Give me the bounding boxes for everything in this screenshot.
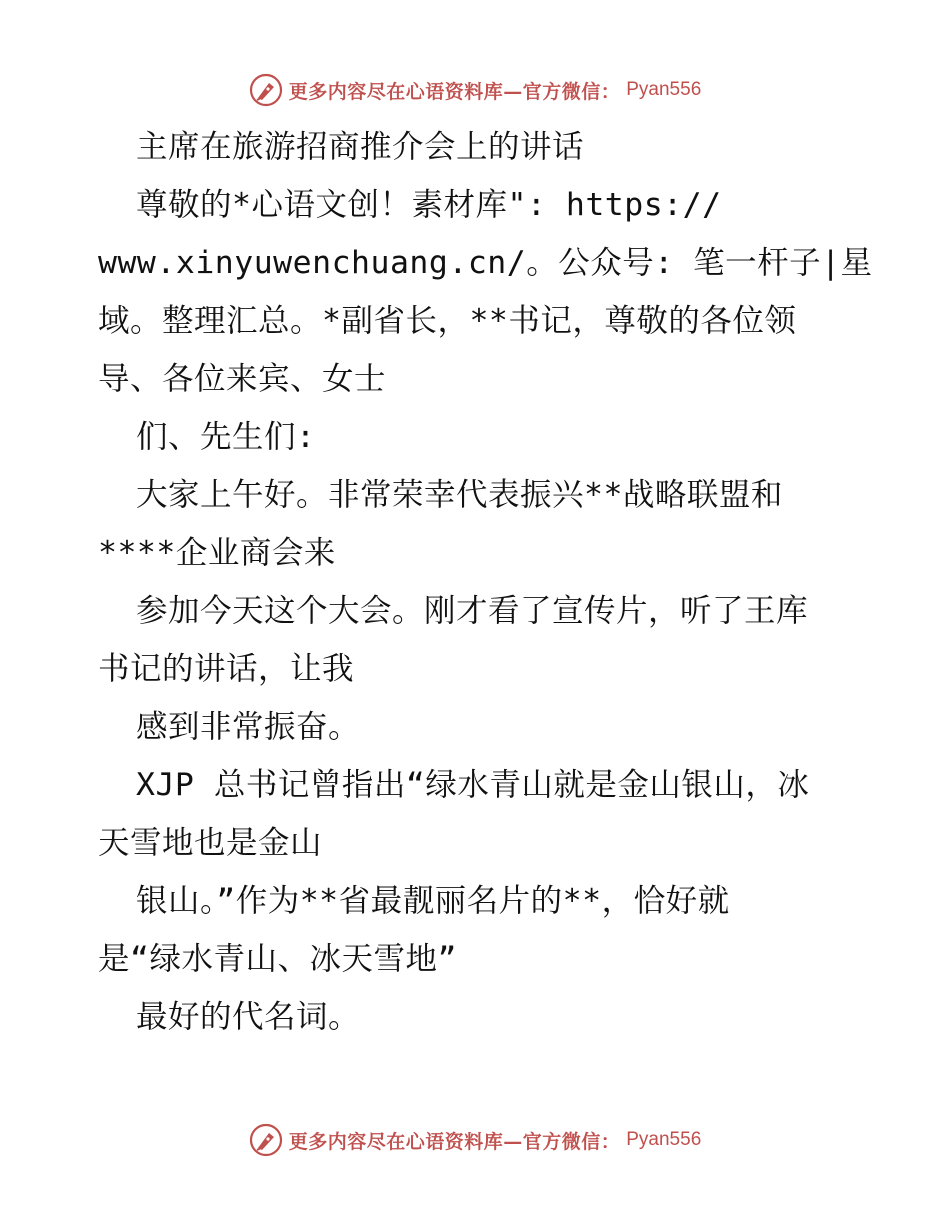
pen-nib-logo-icon	[249, 1123, 283, 1157]
paragraph-line: 们、先生们:	[136, 419, 316, 455]
paragraph-line: 书记的讲话，让我	[98, 651, 355, 687]
banner-text: 更多内容尽在心语资料库—官方微信：	[288, 1130, 621, 1153]
document-title: 主席在旅游招商推介会上的讲话	[136, 129, 585, 165]
paragraph-line: 是“绿水青山、冰天雪地”	[98, 941, 457, 977]
paragraph-line: 参加今天这个大会。刚才看了宣传片，听了王库	[136, 593, 809, 629]
paragraph-line: 导、各位来宾、女士	[98, 361, 387, 397]
paragraph-line: 天雪地也是金山	[98, 825, 323, 861]
wechat-handle: Pyan556	[626, 79, 702, 100]
paragraph-line: 大家上午好。非常荣幸代表振兴**战略联盟和	[136, 477, 783, 513]
banner-text: 更多内容尽在心语资料库—官方微信：	[288, 80, 621, 103]
paragraph-line: 域。整理汇总。*副省长，**书记，尊敬的各位领	[98, 303, 797, 339]
header-banner	[0, 70, 950, 110]
footer-banner	[0, 1120, 950, 1160]
paragraph-line: 银山。”作为**省最靓丽名片的**，恰好就	[136, 883, 730, 919]
paragraph-line: 感到非常振奋。	[136, 709, 361, 745]
document-body	[98, 118, 873, 1046]
paragraph-line: 最好的代名词。	[136, 999, 361, 1035]
paragraph-line: XJP 总书记曾指出“绿水青山就是金山银山，冰	[136, 767, 810, 803]
pen-nib-logo-icon	[249, 73, 283, 107]
wechat-handle: Pyan556	[626, 1129, 702, 1150]
paragraph-line: ****企业商会来	[98, 535, 336, 571]
paragraph-line: 尊敬的*心语文创！素材库": https://	[136, 187, 722, 223]
paragraph-line: www.xinyuwenchuang.cn/。公众号: 笔一杆子|星	[98, 245, 873, 281]
